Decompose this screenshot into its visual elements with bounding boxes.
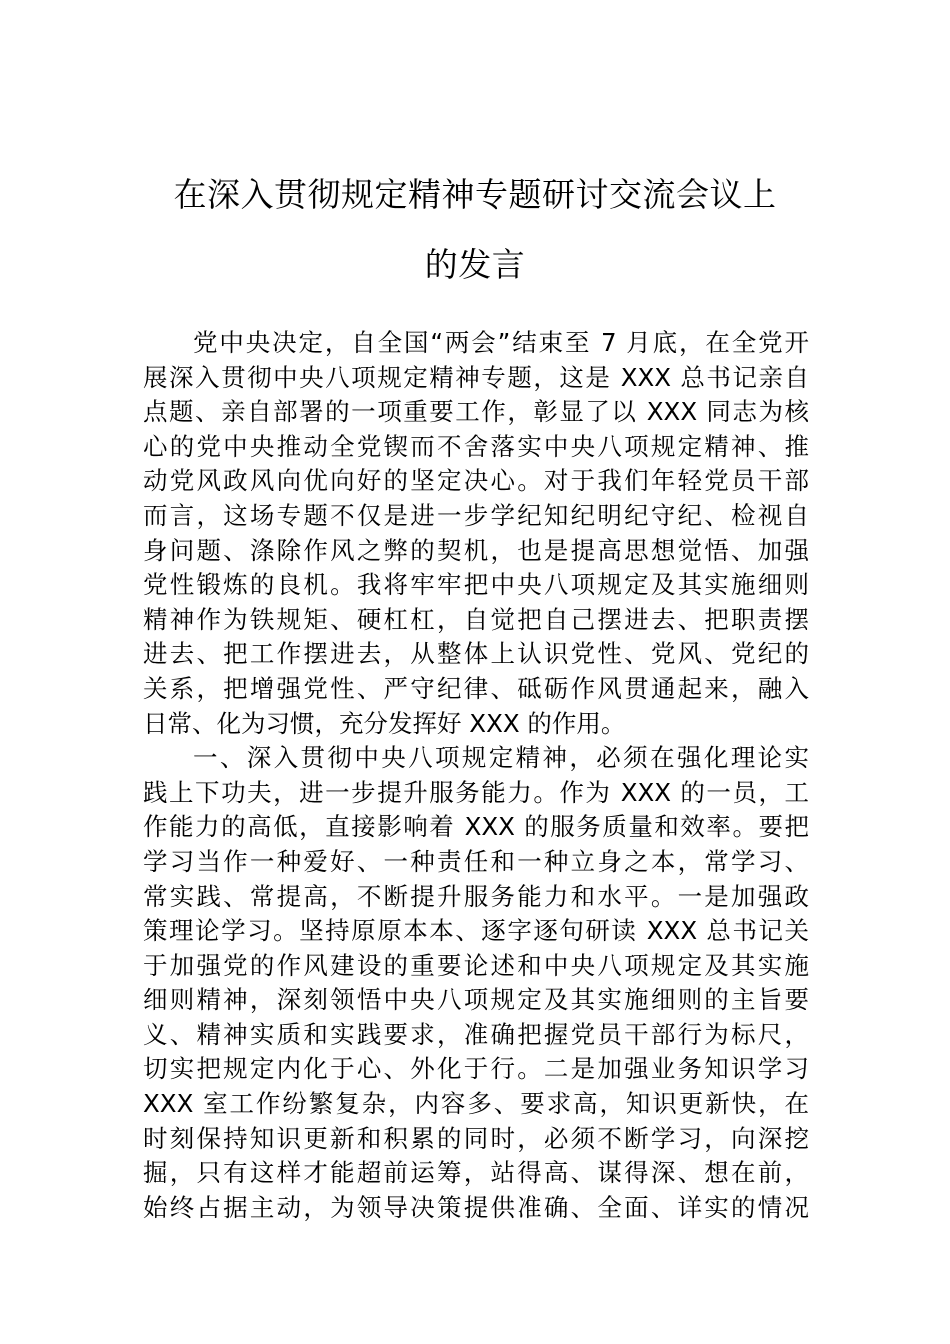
text-line: 于加强党的作风建设的重要论述和中央八项规定及其实施 bbox=[143, 950, 809, 980]
document-title bbox=[120, 160, 830, 300]
text-line: 党中央决定，自全国“两会”结束至 7 月底，在全党开 bbox=[193, 328, 809, 357]
title-line: 在深入贯彻规定精神专题研讨交流会议上 bbox=[173, 175, 777, 214]
text-line: 掘，只有这样才能超前运筹，站得高、谋得深、想在前， bbox=[143, 1158, 809, 1188]
paragraph-1 bbox=[143, 326, 809, 741]
text-line: 细则精神，深刻领悟中央八项规定及其实施细则的主旨要 bbox=[143, 985, 809, 1015]
text-line: 心的党中央推动全党锲而不舍落实中央八项规定精神、推 bbox=[143, 431, 809, 461]
text-line: 关系，把增强党性、严守纪律、砥砺作风贯通起来，融入 bbox=[143, 673, 809, 703]
text-line: 始终占据主动，为领导决策提供准确、全面、详实的情况 bbox=[143, 1192, 809, 1222]
text-line: 策理论学习。坚持原原本本、逐字逐句研读 XXX 总书记关 bbox=[143, 916, 809, 946]
text-line: 常实践、常提高，不断提升服务能力和水平。一是加强政 bbox=[143, 881, 809, 911]
text-line: 学习当作一种爱好、一种责任和一种立身之本，常学习、 bbox=[143, 846, 809, 876]
text-line: 而言，这场专题不仅是进一步学纪知纪明纪守纪、检视自 bbox=[143, 500, 809, 530]
text-line: 义、精神实质和实践要求，准确把握党员干部行为标尺， bbox=[143, 1019, 809, 1049]
text-line: 作能力的高低，直接影响着 XXX 的服务质量和效率。要把 bbox=[143, 812, 809, 842]
text-line: 时刻保持知识更新和积累的同时，必须不断学习，向深挖 bbox=[143, 1123, 809, 1153]
title-line: 的发言 bbox=[424, 245, 526, 284]
text-line: 党性锻炼的良机。我将牢牢把中央八项规定及其实施细则 bbox=[143, 570, 809, 600]
text-line: 展深入贯彻中央八项规定精神专题，这是 XXX 总书记亲自 bbox=[143, 362, 809, 392]
document-body bbox=[143, 326, 809, 1225]
text-line: 身问题、涤除作风之弊的契机，也是提高思想觉悟、加强 bbox=[143, 535, 809, 565]
text-line: 精神作为铁规矩、硬杠杠，自觉把自己摆进去、把职责摆 bbox=[143, 604, 809, 634]
paragraph-2 bbox=[143, 741, 809, 1225]
text-line: 点题、亲自部署的一项重要工作，彰显了以 XXX 同志为核 bbox=[143, 397, 809, 427]
text-line: 动党风政风向优向好的坚定决心。对于我们年轻党员干部 bbox=[143, 466, 809, 496]
text-line: XXX 室工作纷繁复杂，内容多、要求高，知识更新快，在 bbox=[143, 1089, 809, 1119]
text-line: 进去、把工作摆进去，从整体上认识党性、党风、党纪的 bbox=[143, 639, 809, 669]
text-line: 一、深入贯彻中央八项规定精神，必须在强化理论实 bbox=[193, 743, 809, 773]
text-line: 日常、化为习惯，充分发挥好 XXX 的作用。 bbox=[143, 708, 626, 738]
text-line: 践上下功夫，进一步提升服务能力。作为 XXX 的一员，工 bbox=[143, 777, 809, 807]
text-line: 切实把规定内化于心、外化于行。二是加强业务知识学习 bbox=[143, 1054, 809, 1084]
